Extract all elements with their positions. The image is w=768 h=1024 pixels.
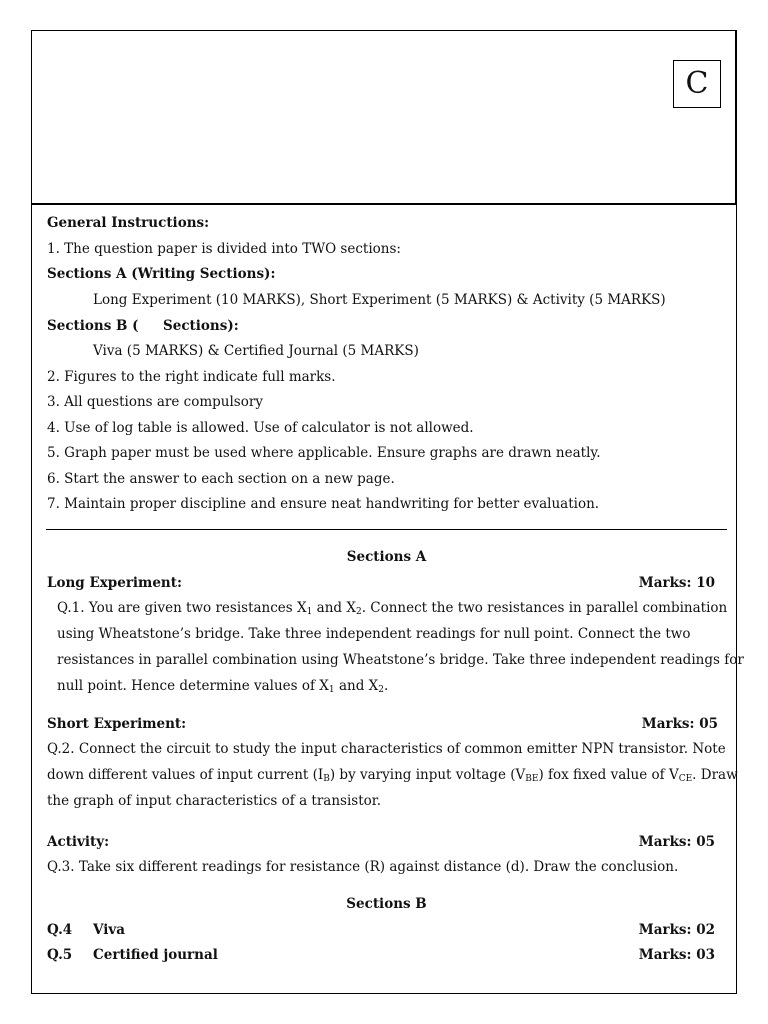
q1-line-2: using Wheatstone’s bridge. Take three independent readings for null point. Connect the two [57,626,691,642]
section-a-heading: Sections A (Writing Sections): [47,266,276,282]
short-experiment-marks: Marks: 05 [641,716,718,732]
long-experiment-marks: Marks: 10 [638,575,715,591]
section-a-title: Sections A [346,549,427,565]
instruction-4: 4. Use of log table is allowed. Use of calculator is not allowed. [47,420,474,436]
divider-line [46,529,727,530]
q4-number: Q.4 [47,922,73,938]
section-b-heading-part1: Sections B ( [47,318,139,334]
section-a-detail: Long Experiment (10 MARKS), Short Experiment (5 MARKS) & Activity (5 MARKS) [93,292,666,308]
activity-label: Activity: [47,834,110,850]
q5-number: Q.5 [47,947,73,963]
general-instructions-heading: General Instructions: [47,215,210,231]
q1-line-3: resistances in parallel combination using Wheatstone’s bridge. Take three independent readings for [57,652,744,668]
q5-marks: Marks: 03 [638,947,715,963]
section-b-title: Sections B [346,896,427,912]
section-b-heading-part2: Sections): [163,318,239,334]
instruction-2: 2. Figures to the right indicate full marks. [47,369,336,385]
instruction-6: 6. Start the answer to each section on a new page. [47,471,395,487]
paper-set-label: C [673,60,721,108]
header-box [32,31,736,205]
instruction-7: 7. Maintain proper discipline and ensure neat handwriting for better evaluation. [47,496,600,512]
activity-marks: Marks: 05 [638,834,715,850]
q2-line-2: down different values of input current $(I_B)$ by varying input voltage $(V_{BE})$ fox fixed value of $V_{CE}$. Draw [47,767,738,784]
q5-label: Certified journal [93,947,218,963]
q3-text: Q.3. Take six different readings for resistance (R) against distance (d). Draw the conclusion. [47,859,679,875]
q1-line-1: Q.1. You are given two resistances $X_1$ and $X_2$. Connect the two resistances in parallel combination [57,600,728,617]
q1-line-4: null point. Hence determine values of $X_1$ and $X_2$. [57,678,389,695]
instruction-3: 3. All questions are compulsory [47,394,263,410]
short-experiment-label: Short Experiment: [47,716,187,732]
q4-label: Viva [93,922,125,938]
q2-line-3: the graph of input characteristics of a transistor. [47,793,382,809]
instruction-1: 1. The question paper is divided into TWO sections: [47,241,401,257]
q2-line-1: Q.2. Connect the circuit to study the input characteristics of common emitter NPN transistor. Note [47,741,726,757]
q4-marks: Marks: 02 [638,922,715,938]
instruction-5: 5. Graph paper must be used where applicable. Ensure graphs are drawn neatly. [47,445,601,461]
long-experiment-label: Long Experiment: [47,575,182,591]
section-b-detail: Viva (5 MARKS) & Certified Journal (5 MARKS) [93,343,419,359]
